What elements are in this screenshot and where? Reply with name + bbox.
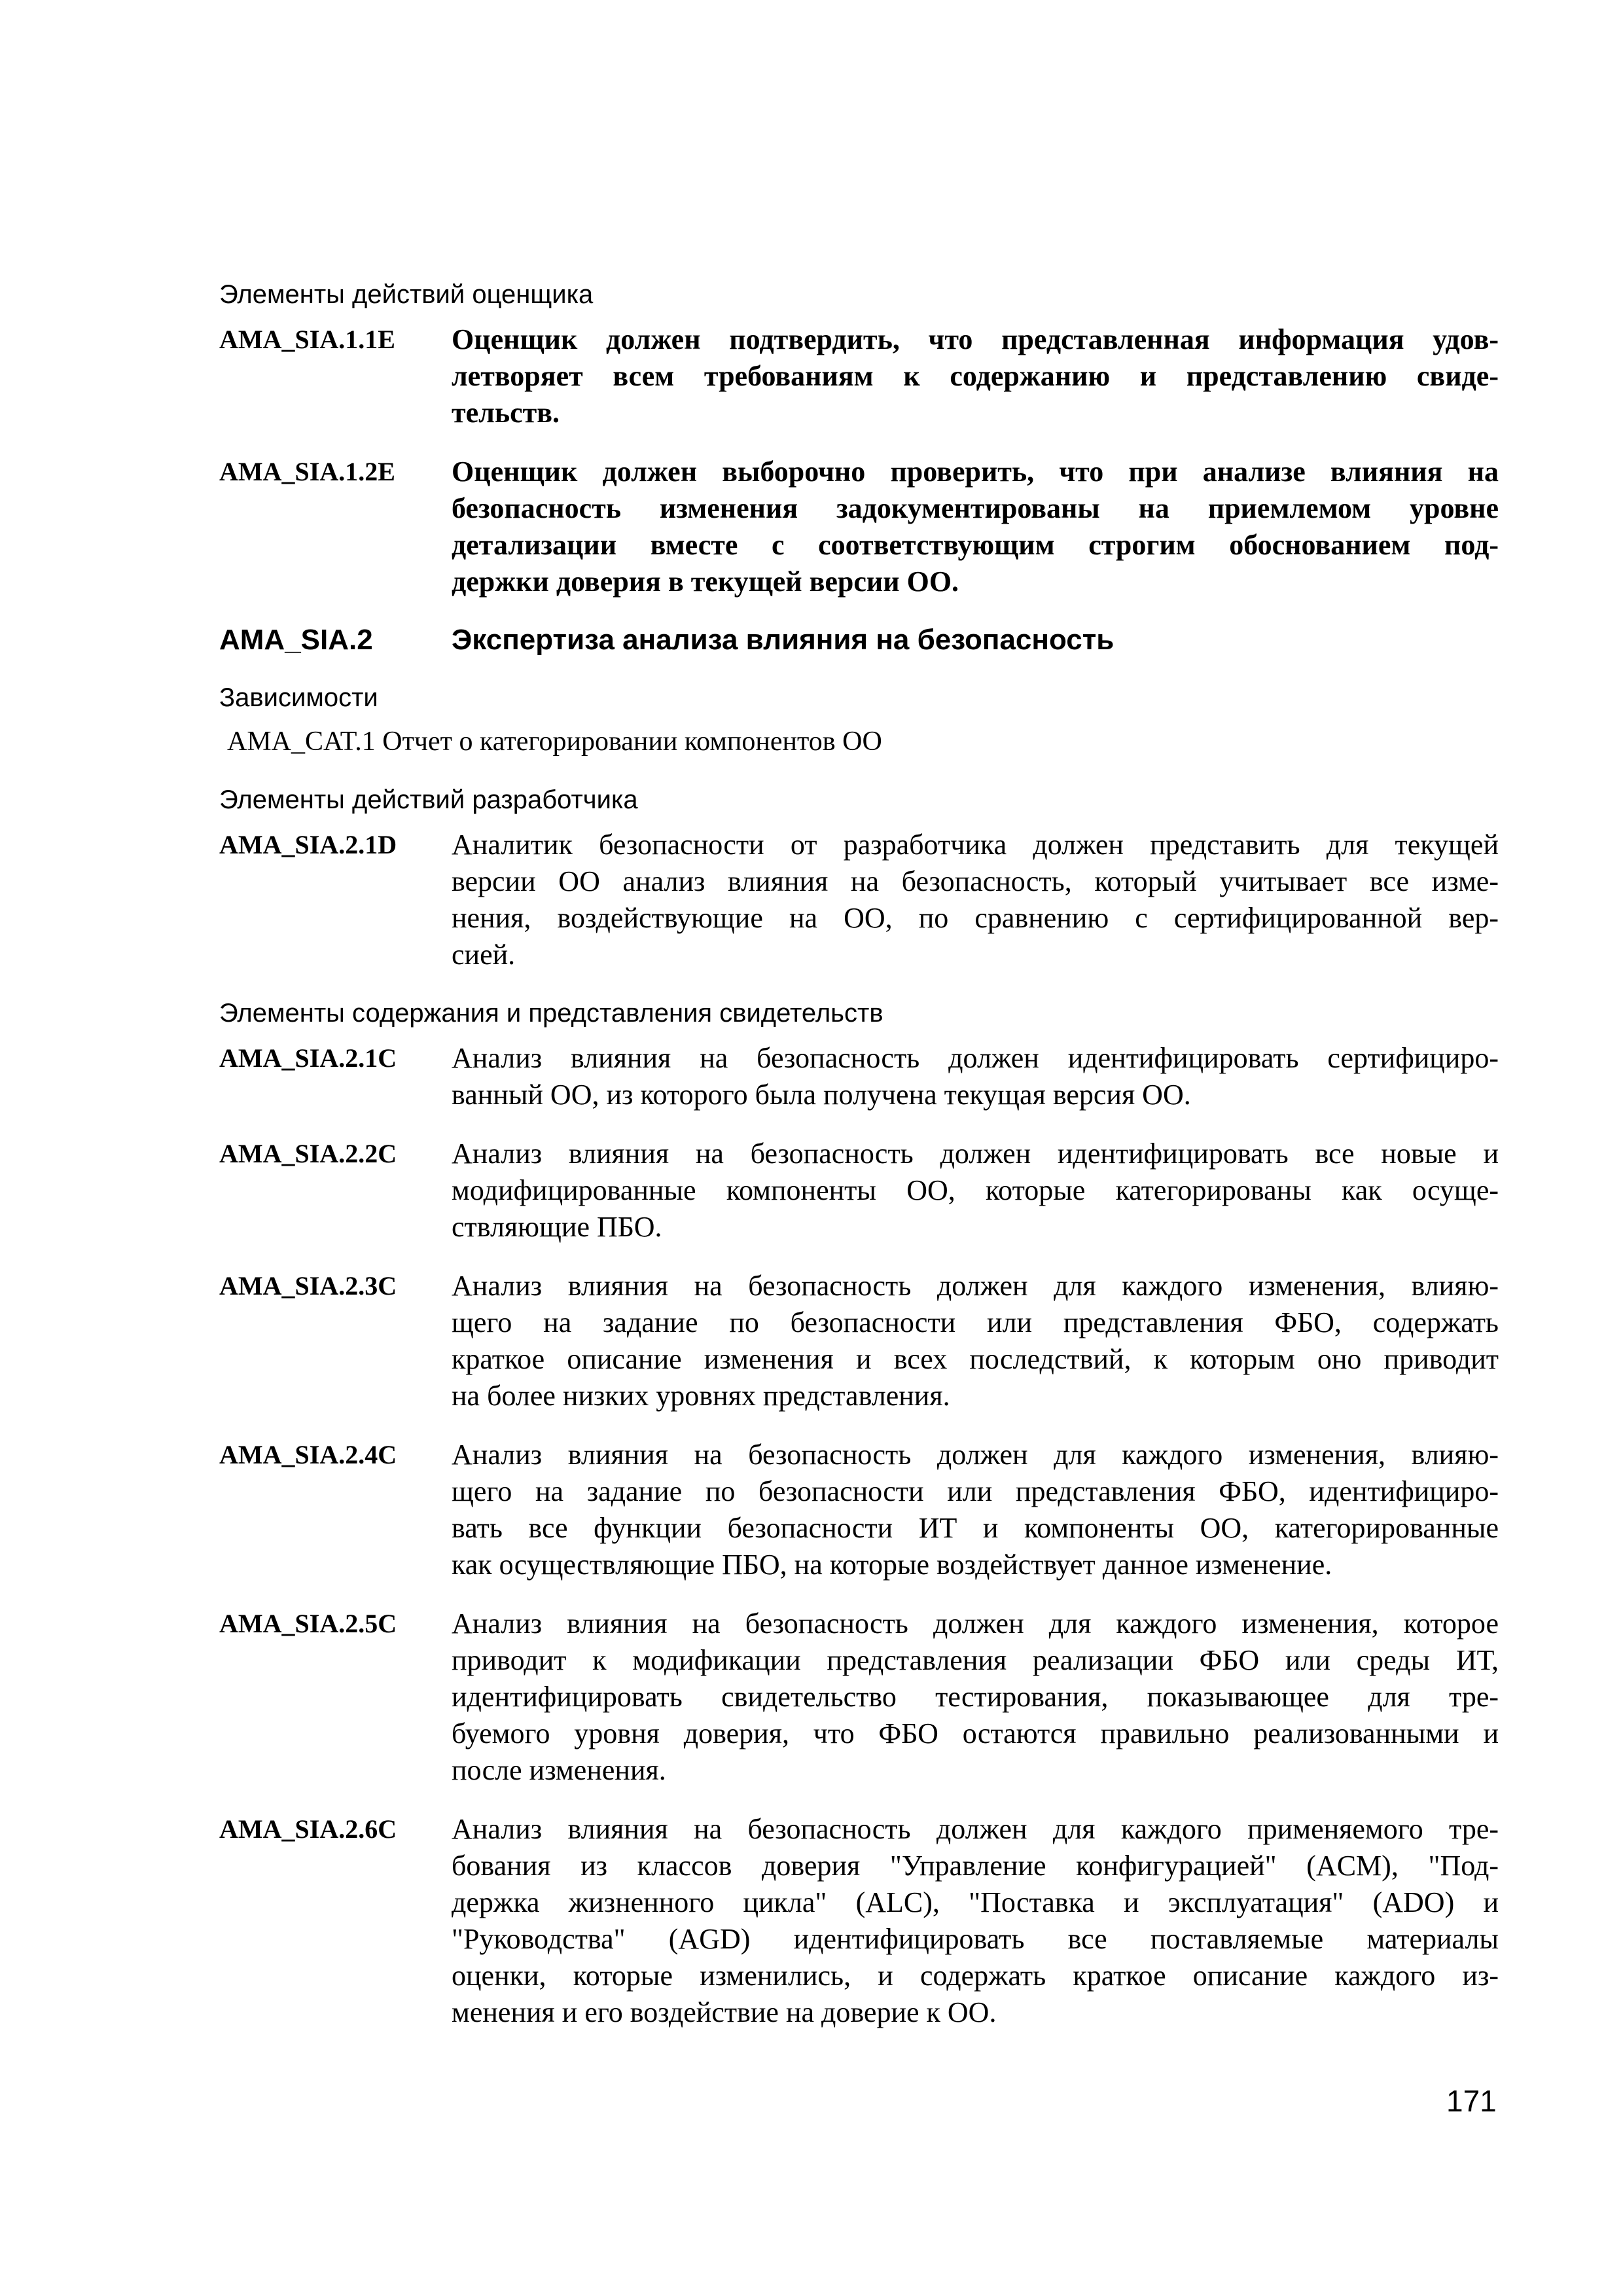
requirement-text — [452, 1605, 1499, 1789]
text-line: Анализ влияния на безопасность должен для каждого применяемого тре- — [452, 1813, 1499, 1845]
text-line: держки доверия в текущей версии ОО. — [452, 565, 959, 598]
requirement-text — [452, 827, 1499, 973]
text-line: вать все функции безопасности ИТ и компоненты ОО, категорированные — [452, 1512, 1499, 1544]
text-line: Оценщик должен выборочно проверить, что при анализе влияния на — [452, 456, 1499, 488]
page-number: 171 — [1446, 2084, 1497, 2118]
requirement-block — [219, 321, 1499, 431]
text-line: модифицированные компоненты ОО, которые категорированы как осуще- — [452, 1174, 1499, 1206]
text-line: Анализ влияния на безопасность должен для каждого изменения, влияю- — [452, 1439, 1499, 1471]
requirement-text — [452, 454, 1499, 600]
text-line: держка жизненного цикла" (ALC), "Поставка и эксплуатация" (ADO) и — [452, 1886, 1499, 1918]
requirement-label: AMA_SIA.2.5C — [219, 1609, 397, 1638]
requirement-block — [219, 1136, 1499, 1246]
component-id: AMA_SIA.2 — [219, 624, 373, 656]
requirement-label: AMA_SIA.2.1D — [219, 830, 397, 859]
requirement-block — [219, 1040, 1499, 1113]
section-subheading: Зависимости — [219, 683, 378, 712]
text-line: идентифицировать свидетельство тестирования, показывающее для тре- — [452, 1681, 1499, 1713]
text-line: Оценщик должен подтвердить, что представленная информация удов- — [452, 323, 1499, 355]
text-line: ванный ОО, из которого была получена текущая версия ОО. — [452, 1079, 1191, 1111]
text-line: детализации вместе с соответствующим строгим обоснованием под- — [452, 529, 1499, 561]
requirement-text — [452, 1811, 1499, 2031]
text-line: сией. — [452, 939, 516, 971]
section-subheading: Элементы действий оценщика — [219, 280, 594, 309]
requirement-label: AMA_SIA.2.1C — [219, 1043, 397, 1073]
text-line: Анализ влияния на безопасность должен для каждого изменения, которое — [452, 1607, 1499, 1640]
text-line: щего на задание по безопасности или представления ФБО, идентифициро- — [452, 1475, 1499, 1507]
section-subheading: Элементы действий разработчика — [219, 785, 638, 814]
requirement-block — [219, 1811, 1499, 2031]
dependency-line: AMA_CAT.1 Отчет о категорировании компонентов ОО — [227, 726, 882, 757]
text-line: менения и его воздействие на доверие к ОО. — [452, 1996, 997, 2028]
text-line: щего на задание по безопасности или представления ФБО, содержать — [452, 1306, 1499, 1338]
text-line: версии ОО анализ влияния на безопасность, который учитывает все изме- — [452, 865, 1499, 897]
text-line: Анализ влияния на безопасность должен для каждого изменения, влияю- — [452, 1270, 1499, 1302]
requirement-text — [452, 1268, 1499, 1414]
requirement-label: AMA_SIA.1.1E — [219, 325, 395, 354]
text-line: после изменения. — [452, 1754, 666, 1786]
requirement-label: AMA_SIA.2.6C — [219, 1814, 397, 1844]
requirement-block — [219, 1268, 1499, 1414]
requirement-block — [219, 827, 1499, 973]
text-line: приводит к модификации представления реализации ФБО или среды ИТ, — [452, 1644, 1499, 1676]
requirement-block — [219, 454, 1499, 600]
requirement-text — [452, 1040, 1499, 1113]
section-subheading: Элементы содержания и представления свидетельств — [219, 999, 883, 1028]
requirement-block — [219, 1605, 1499, 1789]
requirement-label: AMA_SIA.2.2C — [219, 1139, 397, 1168]
requirement-block — [219, 1437, 1499, 1583]
text-line: Анализ влияния на безопасность должен идентифицировать все новые и — [452, 1138, 1499, 1170]
text-line: буемого уровня доверия, что ФБО остаются правильно реализованными и — [452, 1717, 1499, 1749]
text-line: Анализ влияния на безопасность должен идентифицировать сертифициро- — [452, 1042, 1499, 1074]
text-line: как осуществляющие ПБО, на которые воздействует данное изменение. — [452, 1549, 1332, 1581]
text-line: нения, воздействующие на ОО, по сравнению с сертифицированной вер- — [452, 902, 1499, 934]
requirement-label: AMA_SIA.2.4C — [219, 1440, 397, 1469]
text-line: Аналитик безопасности от разработчика должен представить для текущей — [452, 829, 1499, 861]
requirement-text — [452, 321, 1499, 431]
document-content — [219, 278, 1499, 2053]
requirement-text — [452, 1437, 1499, 1583]
text-line: безопасность изменения задокументированы на приемлемом уровне — [452, 492, 1499, 524]
text-line: ствляющие ПБО. — [452, 1211, 662, 1243]
text-line: летворяет всем требованиям к содержанию и представлению свиде- — [452, 360, 1499, 392]
requirement-label: AMA_SIA.2.3C — [219, 1271, 397, 1300]
component-title: Экспертиза анализа влияния на безопасность — [452, 624, 1115, 656]
text-line: "Руководства" (AGD) идентифицировать все поставляемые материалы — [452, 1923, 1499, 1955]
text-line: краткое описание изменения и всех последствий, к которым оно приводит — [452, 1343, 1499, 1375]
requirement-label: AMA_SIA.1.2E — [219, 457, 395, 486]
text-line: тельств. — [452, 397, 560, 429]
text-line: бования из классов доверия "Управление конфигурацией" (ACM), "Под- — [452, 1850, 1499, 1882]
text-line: оценки, которые изменились, и содержать краткое описание каждого из- — [452, 1960, 1499, 1992]
requirement-text — [452, 1136, 1499, 1246]
text-line: на более низких уровнях представления. — [452, 1380, 950, 1412]
component-heading — [219, 622, 1499, 658]
